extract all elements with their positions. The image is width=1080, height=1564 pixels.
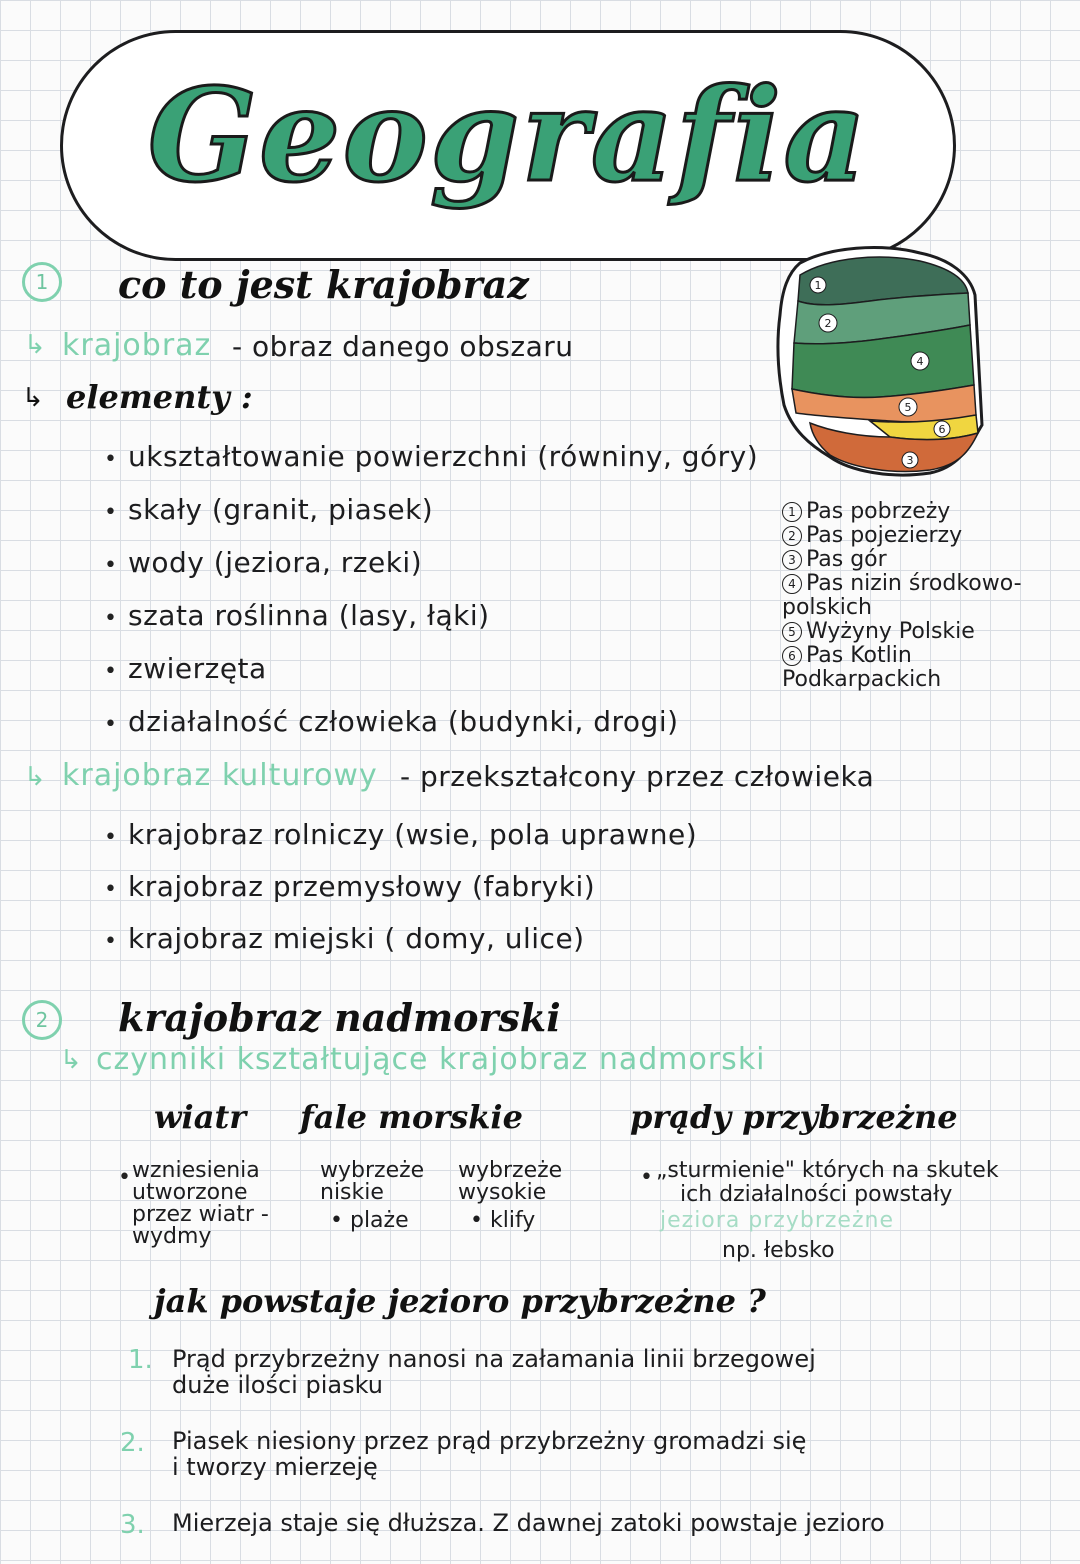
currents-note-2: ich działalności powstały bbox=[680, 1182, 953, 1207]
coast-high: wybrzeże wysokie bbox=[458, 1158, 563, 1205]
cultural-term: krajobraz kulturowy bbox=[62, 758, 378, 793]
legend-item: 4 Pas nizin środkowo-polskich bbox=[782, 571, 1022, 620]
factors-label: czynniki kształtujące krajobraz nadmorski bbox=[96, 1042, 766, 1077]
poland-map bbox=[770, 235, 990, 480]
factor-currents: prądy przybrzeżne bbox=[630, 1098, 958, 1136]
cultural-type: krajobraz miejski ( domy, ulice) bbox=[128, 922, 585, 955]
bullet-icon: • bbox=[104, 553, 117, 578]
step-line: duże ilości piasku bbox=[172, 1371, 383, 1399]
element-item: wody (jeziora, rzeki) bbox=[128, 546, 423, 579]
bullet-icon: • bbox=[104, 929, 117, 954]
legend-item: 5 Wyżyny Polskie bbox=[782, 620, 1072, 644]
coast-low: wybrzeże niskie bbox=[320, 1158, 425, 1205]
bullet-icon: • bbox=[118, 1165, 131, 1190]
bullet-icon: • bbox=[104, 659, 117, 684]
bullet-icon: • bbox=[104, 447, 117, 472]
map-label-5: 5 bbox=[904, 401, 912, 414]
coast-high-item: • klify bbox=[470, 1208, 536, 1233]
step-line: i tworzy mierzeję bbox=[172, 1453, 378, 1481]
bullet-icon: • bbox=[104, 712, 117, 737]
step-line: Prąd przybrzeżny nanosi na załamania linii brzegowej bbox=[172, 1345, 816, 1373]
bullet-icon: • bbox=[104, 825, 117, 850]
map-legend bbox=[782, 500, 1072, 692]
question-heading: jak powstaje jezioro przybrzeżne ? bbox=[154, 1282, 766, 1320]
currents-note-1: „sturmienie" których na skutek bbox=[656, 1158, 999, 1183]
example-text: np. łebsko bbox=[722, 1238, 835, 1263]
map-label-4: 4 bbox=[916, 355, 924, 368]
element-item: zwierzęta bbox=[128, 652, 267, 685]
legend-item: 1 Pas pobrzeży bbox=[782, 500, 1072, 524]
element-item: działalność człowieka (budynki, drogi) bbox=[128, 705, 679, 738]
arrow-icon: ↳ bbox=[60, 1045, 82, 1075]
step-number: 1. bbox=[128, 1345, 153, 1375]
map-label-1: 1 bbox=[814, 279, 822, 292]
map-label-6: 6 bbox=[938, 423, 946, 436]
legend-item: 2 Pas pojezierzy bbox=[782, 524, 1072, 548]
arrow-icon: ↳ bbox=[22, 383, 44, 413]
definition-text: - obraz danego obszaru bbox=[232, 330, 574, 363]
section-number-2: 2 bbox=[22, 1000, 62, 1040]
wind-note: wzniesienia utworzone przez wiatr - wydmy bbox=[132, 1158, 269, 1249]
step-number: 2. bbox=[120, 1428, 145, 1458]
coast-low-item: • plaże bbox=[330, 1208, 409, 1233]
section-number-1: 1 bbox=[22, 262, 62, 302]
arrow-icon: ↳ bbox=[24, 330, 46, 360]
factor-waves: fale morskie bbox=[300, 1098, 523, 1136]
cultural-text: - przekształcony przez człowieka bbox=[400, 760, 875, 793]
elements-label: elementy : bbox=[66, 378, 253, 416]
section1-heading: co to jest krajobraz bbox=[118, 262, 529, 307]
element-item: szata roślinna (lasy, łąki) bbox=[128, 599, 490, 632]
cultural-type: krajobraz rolniczy (wsie, pola uprawne) bbox=[128, 818, 698, 851]
step-line: Mierzeja staje się dłuższa. Z dawnej zatoki powstaje jezioro bbox=[172, 1509, 885, 1537]
lakes-label: jeziora przybrzeżne bbox=[660, 1208, 894, 1233]
definition-term: krajobraz bbox=[62, 328, 212, 363]
cultural-type: krajobraz przemysłowy (fabryki) bbox=[128, 870, 596, 903]
title-banner bbox=[60, 30, 956, 261]
bullet-icon: • bbox=[104, 606, 117, 631]
legend-item: 6 Pas Kotlin Podkarpackich bbox=[782, 643, 942, 692]
bullet-icon: • bbox=[104, 500, 117, 525]
element-item: skały (granit, piasek) bbox=[128, 493, 434, 526]
factor-wind: wiatr bbox=[154, 1098, 247, 1136]
arrow-icon: ↳ bbox=[24, 762, 46, 792]
bullet-icon: • bbox=[104, 877, 117, 902]
section2-heading: krajobraz nadmorski bbox=[118, 995, 561, 1040]
step-number: 3. bbox=[120, 1510, 145, 1540]
step-line: Piasek niesiony przez prąd przybrzeżny gromadzi się bbox=[172, 1427, 807, 1455]
map-label-2: 2 bbox=[824, 317, 832, 330]
legend-item: 3 Pas gór bbox=[782, 548, 1072, 572]
map-label-3: 3 bbox=[906, 454, 914, 467]
bullet-icon: • bbox=[640, 1165, 653, 1190]
element-item: ukształtowanie powierzchni (równiny, góry) bbox=[128, 440, 759, 473]
page-title: Geografia bbox=[147, 61, 869, 211]
